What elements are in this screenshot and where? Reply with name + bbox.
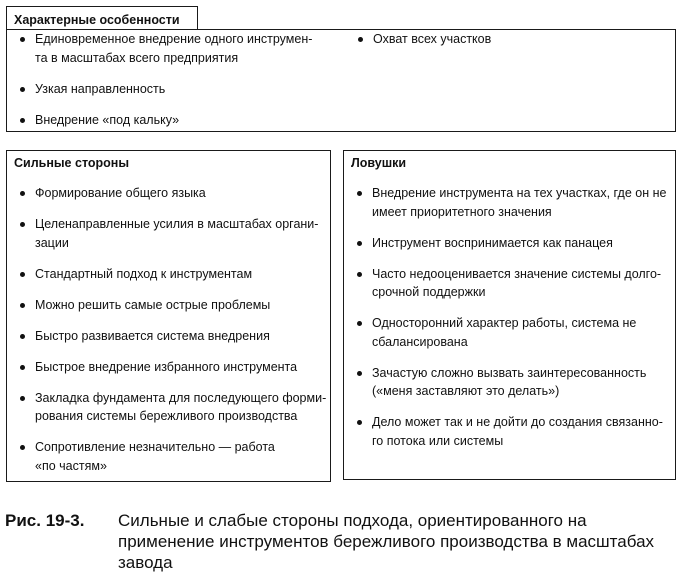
figure-caption: Сильные и слабые стороны подхода, ориентированного на применение инструментов бережливого производства в масштабах завода [118,511,655,572]
list-item [19,111,337,130]
figure-label: Рис. 19-3. [5,511,85,530]
bullet-icon [20,37,25,42]
list-item-text: Единовременное внедрение одного инструмен- та в масштабах всего предприятия [35,32,313,65]
list-item [19,327,327,346]
list-item [356,364,674,401]
list-item-text: Односторонний характер работы, система не сбалансирована [372,316,637,349]
bullet-icon [357,321,362,326]
list-item-text: Закладка фундамента для последующего форми- рования системы бережливого производства [35,390,327,423]
features-title: Характерные особенности [14,13,180,27]
list-item-text: Часто недооценивается значение системы долго- срочной поддержки [372,266,662,299]
list-item-text: Формирование общего языка [35,186,206,200]
list-item [19,30,337,67]
list-item [356,413,674,450]
list-item [356,314,674,351]
bullet-icon [20,272,25,277]
list-item [19,358,327,377]
list-item-text: Дело может так и не дойти до создания связанно- го потока или системы [372,415,663,448]
bullet-icon [357,191,362,196]
list-item-text: Охват всех участков [373,32,492,46]
bullet-icon [358,37,363,42]
pitfalls-list [356,184,674,450]
bullet-icon [20,118,25,123]
list-item [19,184,327,203]
bullet-icon [20,334,25,339]
pitfalls-box [343,150,676,480]
strengths-box [6,150,331,482]
strengths-list [19,184,327,475]
list-item [357,30,657,49]
list-item [19,389,327,426]
list-item-text: Стандартный подход к инструментам [35,266,253,281]
bullet-icon [357,272,362,277]
list-item-text: Внедрение инструмента на тех участках, где он не имеет приоритетного значения [372,186,667,219]
list-item-text: Внедрение «под кальку» [35,112,180,127]
list-item [356,184,674,221]
bullet-icon [20,87,25,92]
list-item-text: Быстро развивается система внедрения [35,328,270,343]
bullet-icon [20,191,25,196]
bullet-icon [20,303,25,308]
pitfalls-title: Ловушки [351,156,407,170]
bullet-icon [20,445,25,450]
list-item [356,265,674,302]
bullet-icon [20,396,25,401]
bullet-icon [357,420,362,425]
list-item [19,215,327,252]
list-item-text: Целенаправленные усилия в масштабах органи- зации [35,217,319,250]
list-item-text: Можно решить самые острые проблемы [35,297,271,312]
bullet-icon [20,222,25,227]
features-title-tab [6,6,198,30]
list-item-text: Сопротивление незначительно — работа «по частям» [35,440,275,473]
list-item-text: Зачастую сложно вызвать заинтересованность («меня заставляют это делать») [372,365,647,398]
bullet-icon [357,241,362,246]
list-item-text: Быстрое внедрение избранного инструмента [35,359,298,374]
features-box [6,29,676,132]
features-right-list [357,30,657,49]
bullet-icon [357,371,362,376]
list-item [356,234,674,253]
strengths-title: Сильные стороны [14,156,130,170]
list-item-text: Узкая направленность [35,81,166,96]
list-item [19,438,327,475]
bullet-icon [20,365,25,370]
list-item [19,296,327,315]
list-item [19,265,327,284]
list-item-text: Инструмент воспринимается как панацея [372,235,613,250]
list-item [19,80,337,99]
features-left-list [19,30,337,129]
